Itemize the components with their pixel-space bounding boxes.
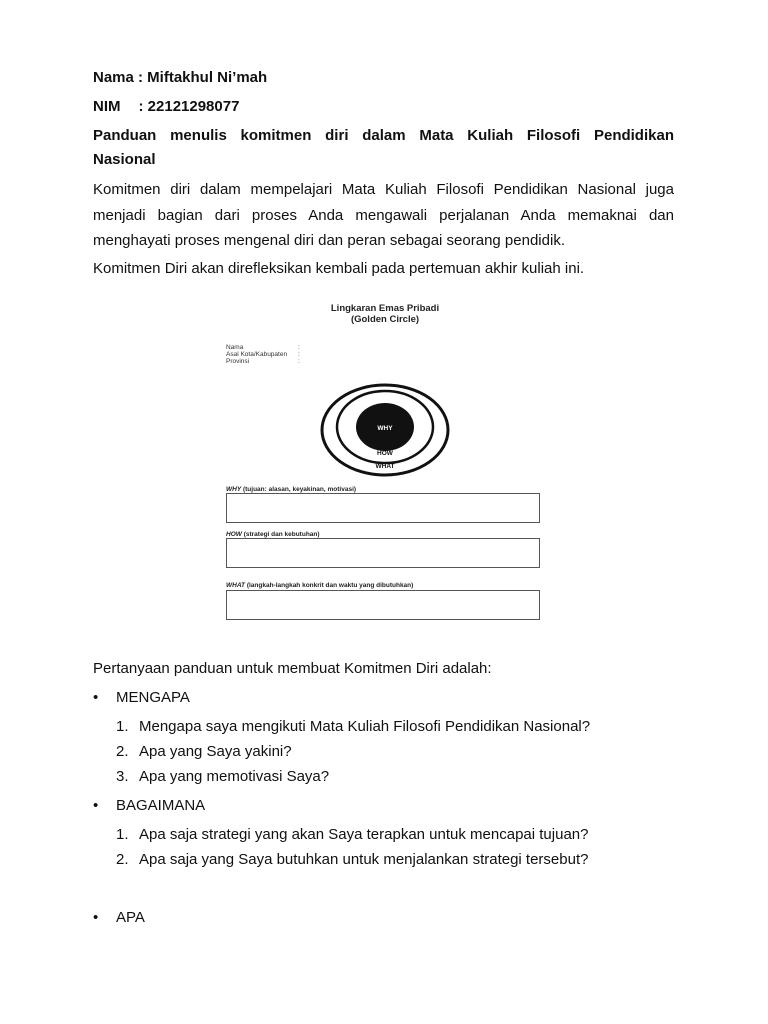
meta-provinsi: Provinsi : <box>226 358 300 365</box>
reflection-note: Komitmen Diri akan direfleksikan kembali pada pertemuan akhir kuliah ini. <box>93 260 585 277</box>
meta-kota: Asal Kota/Kabupaten : <box>226 351 300 358</box>
golden-circle-figure <box>220 300 550 630</box>
student-nim <box>93 98 239 115</box>
nim-label: NIM <box>93 98 121 115</box>
what-field-label: WHAT (langkah-langkah konkrit dan waktu yang dibutuhkan) <box>226 582 414 589</box>
student-name: Nama : Miftakhul Ni’mah <box>93 69 268 86</box>
how-field-label: HOW (strategi dan kebutuhan) <box>226 531 320 538</box>
intro-line3: menghayati proses mengenal diri dan peran sebagai seorang pendidik. <box>93 232 565 249</box>
list-item: 2. Apa yang Saya yakini? <box>116 743 292 760</box>
figure-subtitle: (Golden Circle) <box>350 314 420 325</box>
how-circle-label: HOW <box>377 450 393 457</box>
figure-title: Lingkaran Emas Pribadi <box>330 303 440 314</box>
guide-heading-line1: Panduan menulis komitmen diri dalam Mata Kuliah Filosofi Pendidikan <box>93 127 674 144</box>
section-mengapa: • MENGAPA <box>93 689 190 706</box>
how-field-box <box>226 538 540 568</box>
list-item: 1. Apa saja strategi yang akan Saya terapkan untuk mencapai tujuan? <box>116 826 589 843</box>
what-field-box <box>226 590 540 620</box>
list-item: 3. Apa yang memotivasi Saya? <box>116 768 330 785</box>
intro-line1: Komitmen diri dalam mempelajari Mata Kuliah Filosofi Pendidikan Nasional juga <box>93 181 674 198</box>
why-field-box <box>226 493 540 523</box>
nim-value: : 22121298077 <box>138 98 240 115</box>
why-field-label: WHY (tujuan: alasan, keyakinan, motivasi) <box>226 486 357 493</box>
intro-paragraph <box>93 177 674 254</box>
questions-intro: Pertanyaan panduan untuk membuat Komitmen Diri adalah: <box>93 660 492 677</box>
guide-heading <box>93 124 674 172</box>
section-bagaimana: • BAGAIMANA <box>93 797 206 814</box>
meta-nama: Nama : <box>226 344 300 351</box>
list-item: 1. Mengapa saya mengikuti Mata Kuliah Filosofi Pendidikan Nasional? <box>116 718 591 735</box>
what-circle-label: WHAT <box>375 463 395 470</box>
intro-line2: menjadi bagian dari proses Anda mengawali perjalanan Anda memaknai dan <box>93 206 674 224</box>
list-item: 2. Apa saja yang Saya butuhkan untuk menjalankan strategi tersebut? <box>116 851 589 868</box>
why-circle-label: WHY <box>377 425 393 432</box>
golden-circle-diagram <box>310 382 460 478</box>
guide-heading-line2: Nasional <box>93 151 156 168</box>
section-apa: • APA <box>93 909 145 926</box>
